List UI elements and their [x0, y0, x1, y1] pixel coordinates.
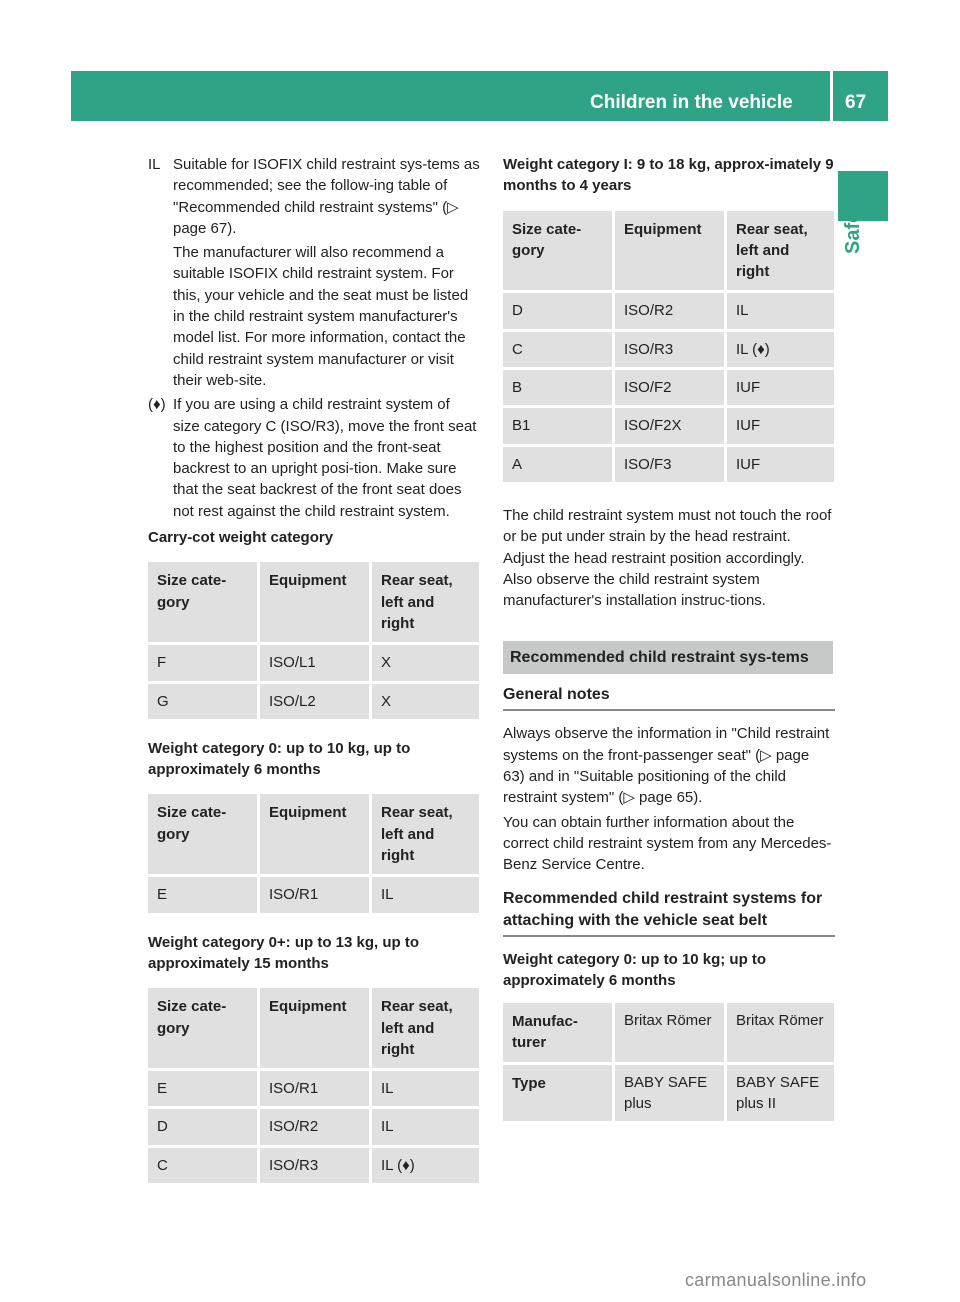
table-cell: IL (♦) [372, 1148, 479, 1186]
table-cell: ISO/R3 [615, 332, 727, 370]
table-row [148, 1148, 479, 1186]
section-heading: Recommended child restraint sys-tems [503, 641, 833, 674]
table-cell: IL [372, 877, 479, 915]
weight-category-0-table [148, 794, 479, 915]
general-notes-text: Always observe the information in "Child restraint systems on the front-passenger seat" (▷ page 63) and in "Suitable positioning of the child restraint system" (▷ page 65). [503, 725, 830, 807]
table-header: Rear seat, left and right [372, 794, 479, 877]
table-cell: D [148, 1109, 260, 1147]
table-cell: G [148, 684, 260, 722]
table-cell: BABY SAFE plus [615, 1065, 727, 1125]
table-cell: B1 [503, 408, 615, 446]
table-header: Size cate-gory [148, 794, 260, 877]
table-cell: A [503, 447, 615, 485]
table-cell: B [503, 370, 615, 408]
table-header: Rear seat, left and right [727, 211, 834, 294]
footnote-key: (♦) [148, 396, 166, 414]
left-column [148, 154, 480, 1186]
footnote-text: The manufacturer will also recommend a suitable ISOFIX child restraint system. For this, your vehicle and the seat must be listed in the child restraint system manufacturer's model list. For more information, contact the child restraint system manufacturer or visit their web-site. [173, 244, 469, 389]
head-restraint-note: The child restraint system must not touch the roof or be put under strain by the head restraint. Adjust the head restraint position accordingly. Also observe the child restraint system manufacturer's installation instruc-tions. [503, 506, 832, 610]
weight-category-0plus-table [148, 988, 479, 1186]
table-header: Equipment [260, 562, 372, 645]
table-cell: BABY SAFE plus II [727, 1065, 834, 1125]
table-row [503, 370, 834, 408]
table-cell: D [503, 293, 615, 331]
table-cell: ISO/R1 [260, 1071, 372, 1109]
footnote-il [148, 154, 480, 391]
table-header: Equipment [615, 211, 727, 294]
table-cell: IUF [727, 370, 834, 408]
general-notes-text: You can obtain further information about the correct child restraint system from any Mercedes-Benz Service Centre. [503, 813, 832, 874]
table-header: Rear seat, left and right [372, 988, 479, 1071]
table-row [503, 408, 834, 446]
page-number: 67 [845, 92, 867, 113]
table-header: Rear seat, left and right [372, 562, 479, 645]
table-row [503, 1003, 834, 1065]
table-cell: IL [372, 1109, 479, 1147]
table-cell: IUF [727, 408, 834, 446]
footnote-diamond [148, 394, 480, 522]
table-cell: ISO/R2 [615, 293, 727, 331]
weight-category-1-heading: Weight category I: 9 to 18 kg, approx-imately 9 months to 4 years [503, 156, 834, 195]
footnote-text: Suitable for ISOFIX child restraint sys-tems as recommended; see the follow-ing table of "Recommended child restraint systems" (▷ page 67). [173, 156, 480, 237]
table-row [503, 1065, 834, 1125]
watermark: carmanualsonline.info [685, 1270, 867, 1290]
table-cell: C [148, 1148, 260, 1186]
table-header: Size cate-gory [503, 211, 615, 294]
footnote-text: If you are using a child restraint system of size category C (ISO/R3), move the front seat to the highest position and the front-seat backrest to an upright posi-tion. Make sure that the seat backrest of the front seat does not rest against the child restraint system. [173, 396, 477, 520]
page-title: Children in the vehicle [590, 92, 793, 113]
table-row [148, 645, 479, 683]
table-row [148, 1109, 479, 1147]
table-cell: C [503, 332, 615, 370]
table-cell: ISO/F3 [615, 447, 727, 485]
header-divider [830, 71, 833, 121]
table-row [503, 293, 834, 331]
recommended-systems-heading: Recommended child restraint systems for attaching with the vehicle seat belt [503, 888, 835, 937]
carry-cot-heading: Carry-cot weight category [148, 529, 334, 547]
carry-cot-table [148, 562, 479, 721]
table-cell: ISO/F2X [615, 408, 727, 446]
table-cell: Britax Römer [727, 1003, 834, 1065]
table-row [148, 1071, 479, 1109]
table-header: Manufac-turer [503, 1003, 615, 1065]
table-cell: IL (♦) [727, 332, 834, 370]
table-row [503, 332, 834, 370]
table-cell: ISO/L2 [260, 684, 372, 722]
rec-weight-category-0-heading: Weight category 0: up to 10 kg; up to approximately 6 months [503, 950, 767, 989]
general-notes-heading: General notes [503, 684, 835, 711]
table-header: Size cate-gory [148, 988, 260, 1071]
table-cell: IL [372, 1071, 479, 1109]
section-tab-label: Safety [842, 193, 864, 254]
table-cell: IL [727, 293, 834, 331]
weight-category-1-table [503, 211, 834, 485]
table-header: Size cate-gory [148, 562, 260, 645]
table-cell: ISO/F2 [615, 370, 727, 408]
table-cell: ISO/L1 [260, 645, 372, 683]
right-column [503, 154, 835, 1124]
weight-category-0-heading: Weight category 0: up to 10 kg, up to approximately 6 months [148, 739, 411, 779]
table-cell: Britax Römer [615, 1003, 727, 1065]
footnote-key: IL [148, 156, 161, 173]
table-cell: ISO/R2 [260, 1109, 372, 1147]
table-header: Equipment [260, 988, 372, 1071]
table-cell: X [372, 684, 479, 722]
table-row [503, 447, 834, 485]
table-cell: X [372, 645, 479, 683]
table-cell: E [148, 1071, 260, 1109]
recommended-systems-table [503, 1003, 834, 1124]
table-row [148, 684, 479, 722]
table-cell: F [148, 645, 260, 683]
table-cell: IUF [727, 447, 834, 485]
table-cell: ISO/R1 [260, 877, 372, 915]
table-header: Equipment [260, 794, 372, 877]
table-header: Type [503, 1065, 615, 1125]
table-cell: ISO/R3 [260, 1148, 372, 1186]
table-row [148, 877, 479, 915]
weight-category-0plus-heading: Weight category 0+: up to 13 kg, up to approximately 15 months [148, 933, 420, 972]
table-cell: E [148, 877, 260, 915]
